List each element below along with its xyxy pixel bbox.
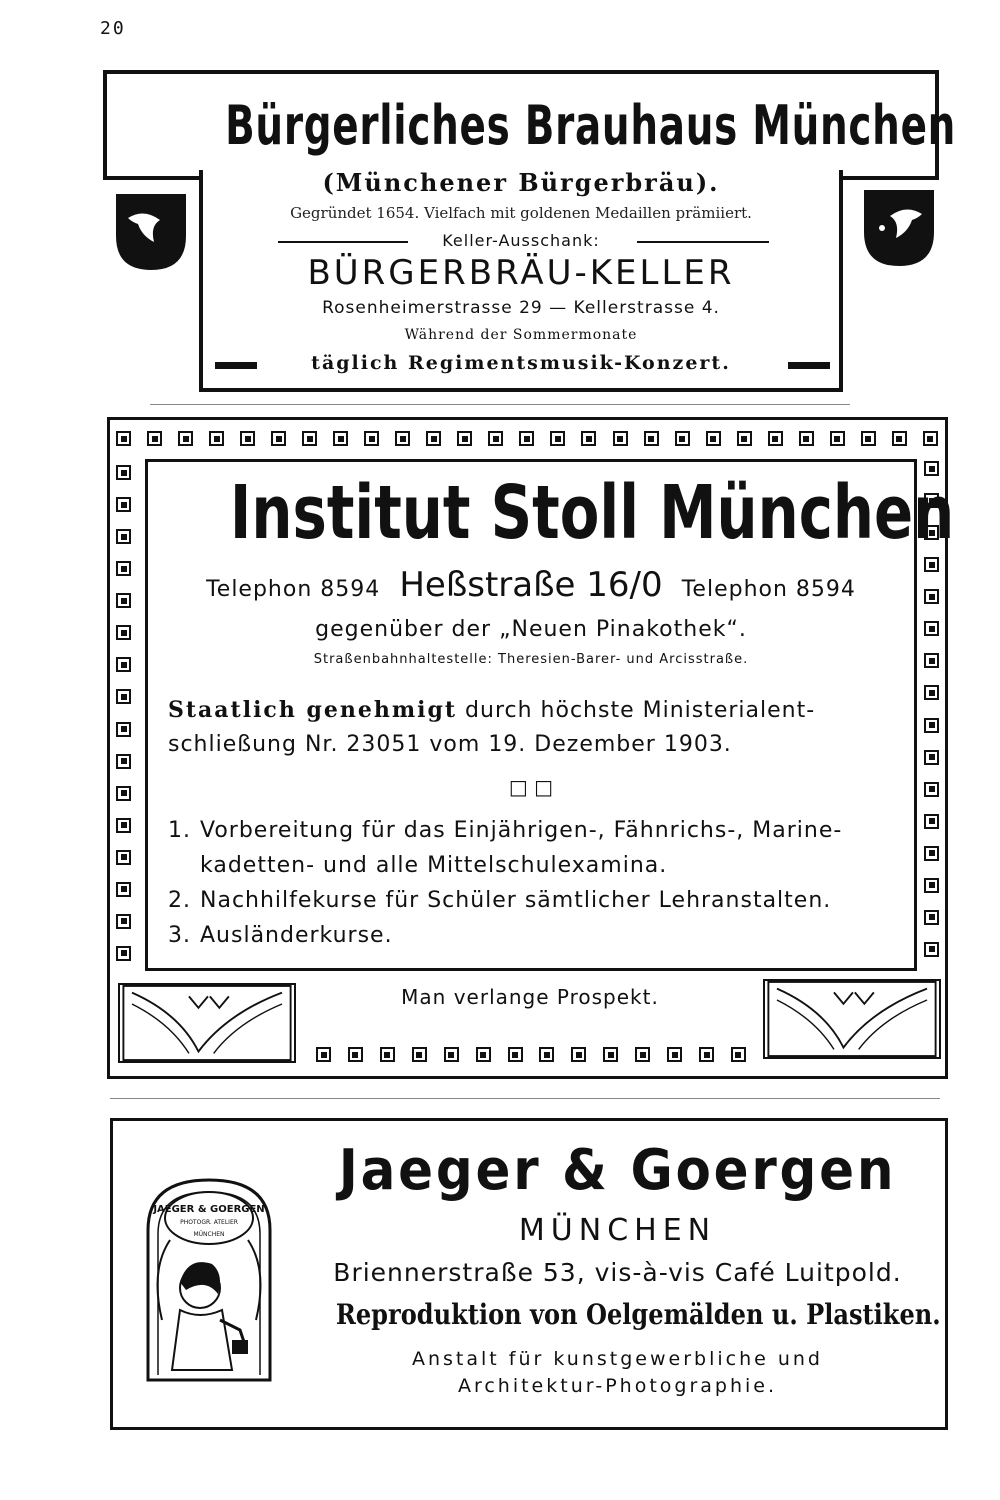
page-number: 20 xyxy=(100,18,126,39)
brauhaus-summer: Während der Sommermonate xyxy=(404,327,638,343)
square-ornament-icon xyxy=(333,431,348,446)
logo-text-city: MÜNCHEN xyxy=(193,1231,225,1238)
list-item-number: 2. xyxy=(168,888,191,913)
jaeger-institute-line-2: Architektur-Photographie. xyxy=(457,1375,778,1397)
square-ornament-icon xyxy=(316,1047,331,1062)
square-ornament-icon xyxy=(380,1047,395,1062)
square-ornament-icon xyxy=(476,1047,491,1062)
logo-text-sub: PHOTOGR. ATELIER xyxy=(180,1219,238,1226)
square-ornament-icon xyxy=(116,946,131,961)
list-item xyxy=(168,813,903,883)
list-item-number: 3. xyxy=(168,923,191,948)
jaeger-logo-icon xyxy=(128,1170,290,1385)
square-ornament-icon xyxy=(116,882,131,897)
list-item-number: 1. xyxy=(168,818,191,843)
brauhaus-frame-step-left xyxy=(103,176,203,180)
square-ornament-icon xyxy=(178,431,193,446)
square-ornament-icon xyxy=(924,782,939,797)
square-ornament-icon xyxy=(924,621,939,636)
keller-label: Keller-Ausschank: xyxy=(442,231,600,250)
square-ornament-icon xyxy=(116,561,131,576)
square-ornament-icon xyxy=(706,431,721,446)
jaeger-city: MÜNCHEN xyxy=(518,1213,717,1248)
square-ornament-icon xyxy=(737,431,752,446)
square-ornament-icon xyxy=(924,589,939,604)
square-ornament-icon xyxy=(116,786,131,801)
square-ornament-icon xyxy=(116,754,131,769)
square-border-bottom xyxy=(316,1047,746,1062)
square-ornament-icon xyxy=(603,1047,618,1062)
square-ornament-icon xyxy=(209,431,224,446)
square-ornament-icon xyxy=(539,1047,554,1062)
square-ornament-icon xyxy=(508,1047,523,1062)
stoll-phone-left: Telephon 8594 xyxy=(206,577,381,602)
square-ornament-icon xyxy=(412,1047,427,1062)
square-ornament-icon xyxy=(116,722,131,737)
stoll-approval-bold: Staatlich genehmigt xyxy=(168,697,458,723)
stoll-contact-row xyxy=(145,565,917,605)
square-ornament-icon xyxy=(116,465,131,480)
square-ornament-icon xyxy=(924,685,939,700)
stoll-approval-text: durch höchste Ministerialent-schließung Nr. 23051 vom 19. Dezember 1903. xyxy=(168,698,816,757)
square-ornament-icon xyxy=(116,850,131,865)
separator-rule-1 xyxy=(150,404,850,405)
square-ornament-icon xyxy=(923,431,938,446)
list-item-text: Ausländerkurse. xyxy=(200,923,393,948)
jaeger-title: Jaeger & Goergen xyxy=(338,1138,897,1203)
square-ornament-icon xyxy=(116,529,131,544)
square-ornament-icon xyxy=(147,431,162,446)
jaeger-reproduction: Reproduktion von Oelgemälden u. Plastiken. xyxy=(335,1298,941,1331)
stoll-course-list xyxy=(168,813,903,953)
keller-name: BÜRGERBRÄU-KELLER xyxy=(307,253,735,293)
square-ornament-icon xyxy=(924,557,939,572)
logo-text-top: JAEGER & GOERGEN xyxy=(153,1204,265,1215)
square-ornament-icon xyxy=(116,689,131,704)
square-ornament-icon xyxy=(519,431,534,446)
concert-bar-right xyxy=(788,362,830,369)
square-ornament-icon xyxy=(271,431,286,446)
square-border-top xyxy=(116,431,938,446)
square-ornament-icon xyxy=(924,750,939,765)
brauhaus-founded: Gegründet 1654. Vielfach mit goldenen Medaillen prämiiert. xyxy=(290,204,752,222)
square-ornament-icon xyxy=(116,593,131,608)
brauhaus-concert: täglich Regimentsmusik-Konzert. xyxy=(311,352,731,374)
square-ornament-icon xyxy=(302,431,317,446)
brauhaus-title: Bürgerliches Brauhaus München xyxy=(225,94,957,157)
square-ornament-icon xyxy=(116,818,131,833)
square-ornament-icon xyxy=(892,431,907,446)
square-ornament-icon xyxy=(731,1047,746,1062)
art-nouveau-ornament-right-icon xyxy=(763,979,941,1059)
square-ornament-icon xyxy=(116,625,131,640)
square-ornament-icon xyxy=(768,431,783,446)
stoll-tram-stop: Straßenbahnhaltestelle: Theresien-Barer- und Arcisstraße. xyxy=(313,652,749,667)
square-ornament-icon xyxy=(924,910,939,925)
brauhaus-address: Rosenheimerstrasse 29 — Kellerstrasse 4. xyxy=(322,298,720,318)
square-ornament-icon xyxy=(675,431,690,446)
square-ornament-icon xyxy=(861,431,876,446)
square-ornament-icon xyxy=(116,497,131,512)
square-ornament-icon xyxy=(924,718,939,733)
square-ornament-icon xyxy=(924,846,939,861)
square-ornament-icon xyxy=(924,814,939,829)
square-ornament-icon xyxy=(924,653,939,668)
square-border-left xyxy=(116,465,131,961)
list-item-text: Nachhilfekurse für Schüler sämtlicher Lehranstalten. xyxy=(200,888,832,913)
jaeger-institute-line-1: Anstalt für kunstgewerbliche und xyxy=(411,1348,823,1370)
square-ornament-icon xyxy=(924,942,939,957)
square-ornament-icon xyxy=(581,431,596,446)
stoll-street: Heßstraße 16/0 xyxy=(399,565,663,605)
square-ornament-icon xyxy=(571,1047,586,1062)
square-ornament-icon xyxy=(395,431,410,446)
list-item-text: Vorbereitung für das Einjährigen-, Fähnrichs-, Marine-kadetten- und alle Mittelschulexamina. xyxy=(200,818,843,878)
square-ornament-icon xyxy=(488,431,503,446)
brauhaus-frame-step-right xyxy=(839,176,939,180)
shield-ornament-left-icon xyxy=(114,192,188,272)
square-ornament-icon xyxy=(550,431,565,446)
square-ornament-icon xyxy=(116,914,131,929)
square-ornament-icon xyxy=(116,657,131,672)
art-nouveau-ornament-left-icon xyxy=(118,983,296,1063)
stoll-separator: □ □ xyxy=(508,775,554,799)
stoll-prospect: Man verlange Prospekt. xyxy=(401,985,659,1009)
square-ornament-icon xyxy=(644,431,659,446)
square-ornament-icon xyxy=(348,1047,363,1062)
stoll-phone-right: Telephon 8594 xyxy=(681,577,856,602)
stoll-opposite: gegenüber der „Neuen Pinakothek“. xyxy=(315,617,747,642)
square-ornament-icon xyxy=(116,431,131,446)
jaeger-address: Briennerstraße 53, vis-à-vis Café Luitpold. xyxy=(333,1258,902,1287)
square-ornament-icon xyxy=(444,1047,459,1062)
square-ornament-icon xyxy=(457,431,472,446)
square-ornament-icon xyxy=(613,431,628,446)
stoll-title: Institut Stoll München xyxy=(229,470,955,556)
list-item xyxy=(168,883,903,918)
jaeger-institute xyxy=(290,1346,945,1400)
square-ornament-icon xyxy=(830,431,845,446)
square-ornament-icon xyxy=(240,431,255,446)
square-ornament-icon xyxy=(699,1047,714,1062)
list-item xyxy=(168,918,903,953)
square-ornament-icon xyxy=(924,878,939,893)
square-ornament-icon xyxy=(364,431,379,446)
stoll-approval xyxy=(168,693,898,762)
brauhaus-subtitle: (Münchener Bürgerbräu). xyxy=(322,168,720,197)
square-ornament-icon xyxy=(635,1047,650,1062)
square-ornament-icon xyxy=(426,431,441,446)
separator-rule-2 xyxy=(110,1098,940,1099)
square-ornament-icon xyxy=(799,431,814,446)
square-ornament-icon xyxy=(667,1047,682,1062)
keller-rule-right xyxy=(637,241,769,243)
shield-ornament-right-icon xyxy=(862,188,936,268)
